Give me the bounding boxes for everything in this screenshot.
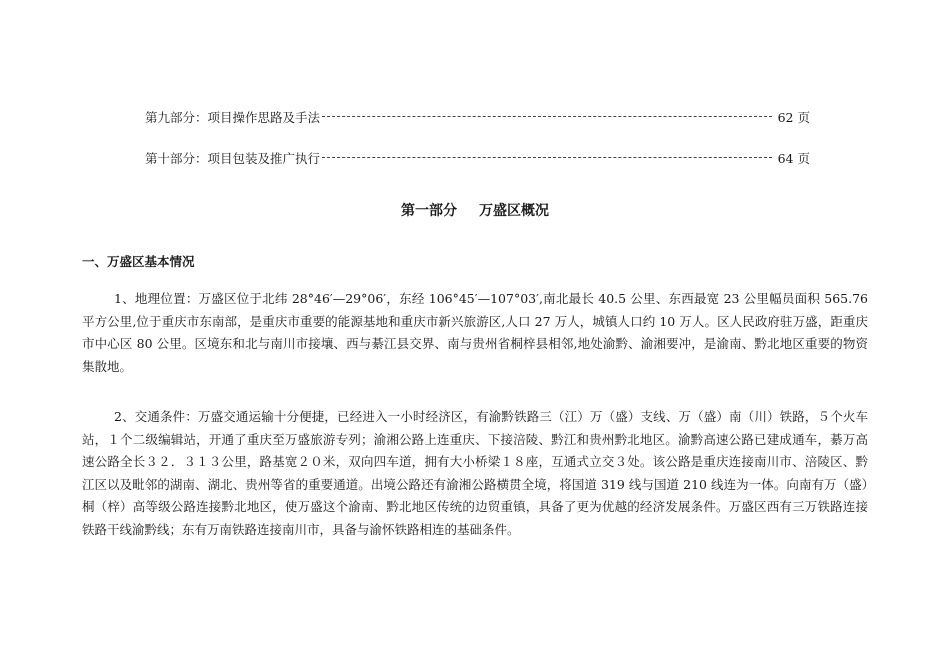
section-title: [0, 200, 950, 220]
section-name: 万盛区概况: [479, 203, 549, 219]
section-part-label: 第一部分: [401, 203, 457, 219]
toc-leader-dashes: [322, 116, 772, 117]
toc-entry-part-9: [145, 108, 810, 128]
toc-entry-page: 62 页: [777, 110, 810, 125]
toc-entry-page: 64 页: [777, 151, 810, 166]
toc-entry-label: 第九部分：项目操作思路及手法: [145, 110, 321, 125]
subheading: 一、万盛区基本情况: [82, 254, 195, 269]
paragraph-geography: 1、地理位置：万盛区位于北纬 28°46′—29°06′，东经 106°45′—107°03′,南北最长 40.5 公里、东西最宽 23 公里幅员面积 565.76 平方公里,位于重庆市东南部，是重庆市重要的能源基地和重庆市新兴旅游区,人口 27 万人，城镇人口约 10 万人。区人民政府驻万盛，距重庆市中心区 80 公里。区境东和北与南川市接壤、西与綦江县交界、南与贵州省桐梓县相邻,地处渝黔、渝湘要冲，是渝南、黔北地区重要的物资集散地。: [82, 291, 868, 374]
toc-leader-dashes: [322, 157, 772, 158]
paragraph-transport: 2、交通条件：万盛交通运输十分便捷，已经进入一小时经济区，有渝黔铁路三（江）万（盛）支线、万（盛）南（川）铁路，５个火车站，１个二级编辑站，开通了重庆至万盛旅游专列；渝湘公路上连重庆、下接涪陵、黔江和贵州黔北地区。渝黔高速公路已建成通车，綦万高速公路全长３２．３１３公里，路基宽２０米，双向四车道，拥有大小桥梁１８座，互通式立交３处。该公路是重庆连接南川市、涪陵区、黔江区以及毗邻的湖南、湖北、贵州等省的重要通道。出境公路还有渝湘公路横贯全境，将国道 319 线与国道 210 线连为一体。向南有万（盛）桐（梓）高等级公路连接黔北地区，使万盛这个渝南、黔北地区传统的边贸重镇，具备了更为优越的经济发展条件。万盛区西有三万铁路连接铁路干线渝黔线；东有万南铁路连接南川市，具备与渝怀铁路相连的基础条件。: [82, 409, 868, 537]
toc-entry-part-10: [145, 149, 810, 169]
toc-entry-label: 第十部分：项目包装及推广执行: [145, 151, 321, 166]
